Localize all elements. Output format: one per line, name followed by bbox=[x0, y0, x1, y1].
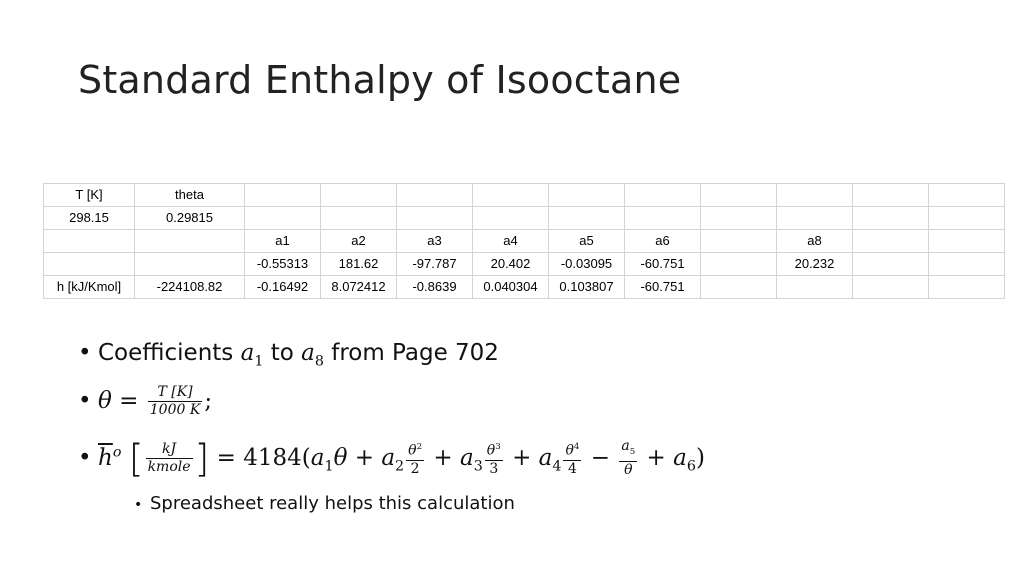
table-cell bbox=[929, 184, 1005, 207]
table-cell bbox=[701, 230, 777, 253]
table-cell: -0.55313 bbox=[245, 253, 321, 276]
right-bracket: ] bbox=[194, 436, 210, 481]
table-row bbox=[44, 230, 1005, 253]
slide-title: Standard Enthalpy of Isooctane bbox=[78, 58, 682, 102]
table-cell: -97.787 bbox=[397, 253, 473, 276]
table-cell: a2 bbox=[321, 230, 397, 253]
table-cell bbox=[397, 184, 473, 207]
spreadsheet-table bbox=[43, 183, 1005, 299]
bullet-coefficients bbox=[78, 340, 499, 370]
table-cell bbox=[853, 230, 929, 253]
table-cell bbox=[853, 184, 929, 207]
table-cell bbox=[549, 207, 625, 230]
sub-bullet bbox=[134, 493, 515, 514]
table-cell bbox=[853, 276, 929, 299]
table-cell bbox=[853, 207, 929, 230]
table-cell bbox=[44, 253, 135, 276]
table-cell: -0.8639 bbox=[397, 276, 473, 299]
bullet-text: to bbox=[263, 340, 302, 366]
table-cell: a6 bbox=[625, 230, 701, 253]
table-cell bbox=[625, 207, 701, 230]
symbol-a8: $a_8$ bbox=[301, 340, 324, 370]
bullet-dot: • bbox=[78, 340, 92, 366]
table-cell: 0.103807 bbox=[549, 276, 625, 299]
table-cell bbox=[701, 276, 777, 299]
theta-fraction: $\frac{T [K]}{1000 K}$ bbox=[149, 384, 201, 418]
table-row bbox=[44, 184, 1005, 207]
table-cell: -0.16492 bbox=[245, 276, 321, 299]
symbol-a1: $a_1$ bbox=[240, 340, 264, 370]
table-cell bbox=[397, 207, 473, 230]
bullet-text: from Page 702 bbox=[323, 340, 499, 366]
table-cell: 181.62 bbox=[321, 253, 397, 276]
table-cell bbox=[549, 184, 625, 207]
table-cell: h [kJ/Kmol] bbox=[44, 276, 135, 299]
fraction-theta2: $\frac{\theta^2}{2}$ bbox=[406, 439, 424, 478]
fraction-theta4: $\frac{\theta^4}{4}$ bbox=[563, 439, 581, 478]
units-fraction: $\frac{kJ}{\text{kmole}}$ bbox=[147, 440, 191, 475]
table-cell bbox=[245, 184, 321, 207]
table-cell: 8.072412 bbox=[321, 276, 397, 299]
table-row bbox=[44, 207, 1005, 230]
bullet-dot: • bbox=[78, 388, 92, 414]
table-cell bbox=[625, 184, 701, 207]
formula-constant: = 4184 bbox=[216, 444, 302, 471]
left-bracket: [ bbox=[128, 436, 144, 481]
table-cell bbox=[701, 253, 777, 276]
table-cell bbox=[135, 230, 245, 253]
table-cell: a8 bbox=[777, 230, 853, 253]
table-cell: a1 bbox=[245, 230, 321, 253]
sub-bullet-text: Spreadsheet really helps this calculation bbox=[150, 493, 515, 514]
table-cell bbox=[701, 184, 777, 207]
bullet-enthalpy-formula: • $\overline{h}^o$ [ $\frac{kJ}{\text{kmole}}$ ] = $4184(a_1\theta + a_2$ $\frac{\theta^2}{2}$ + $a_3$ $\frac{\theta^3}{3}$ + $a_4$ $\frac{\theta^4}{4}$ − $\frac{a_5}{\theta}$ + $a_6$) bbox=[78, 436, 705, 481]
table-cell bbox=[929, 253, 1005, 276]
symbol-theta: θ bbox=[98, 388, 112, 414]
table-cell: 0.040304 bbox=[473, 276, 549, 299]
bullet-dot: • bbox=[134, 497, 143, 513]
table-row bbox=[44, 276, 1005, 299]
table-cell bbox=[44, 230, 135, 253]
symbol-h-bar: $\overline{h}^o$ bbox=[98, 444, 122, 471]
table-cell: 20.402 bbox=[473, 253, 549, 276]
table-cell bbox=[701, 207, 777, 230]
table-cell bbox=[473, 207, 549, 230]
table-cell: 0.29815 bbox=[135, 207, 245, 230]
table-cell bbox=[777, 207, 853, 230]
fraction-a5-theta: $\frac{a_5}{\theta}$ bbox=[621, 438, 636, 478]
table-cell bbox=[929, 207, 1005, 230]
table-cell bbox=[929, 276, 1005, 299]
fraction-theta3: $\frac{\theta^3}{3}$ bbox=[485, 439, 503, 478]
table-cell bbox=[853, 253, 929, 276]
table-cell bbox=[473, 184, 549, 207]
table-cell: -0.03095 bbox=[549, 253, 625, 276]
table-cell bbox=[135, 253, 245, 276]
table-cell bbox=[777, 184, 853, 207]
table-cell: -60.751 bbox=[625, 253, 701, 276]
bullet-dot: • bbox=[78, 444, 92, 471]
bullet-text: Coefficients bbox=[98, 340, 241, 366]
table-cell: -60.751 bbox=[625, 276, 701, 299]
bullet-theta-definition: • θ = $\frac{T [K]}{1000 K}$ ; bbox=[78, 384, 213, 418]
table-cell: theta bbox=[135, 184, 245, 207]
table-cell: a4 bbox=[473, 230, 549, 253]
table-cell bbox=[245, 207, 321, 230]
table-cell: 298.15 bbox=[44, 207, 135, 230]
table-cell: -224108.82 bbox=[135, 276, 245, 299]
table-cell: T [K] bbox=[44, 184, 135, 207]
table-cell: a5 bbox=[549, 230, 625, 253]
table-cell: 20.232 bbox=[777, 253, 853, 276]
table-cell bbox=[929, 230, 1005, 253]
table-cell: a3 bbox=[397, 230, 473, 253]
table-cell bbox=[777, 276, 853, 299]
table-cell bbox=[321, 207, 397, 230]
table-cell bbox=[321, 184, 397, 207]
table-row bbox=[44, 253, 1005, 276]
